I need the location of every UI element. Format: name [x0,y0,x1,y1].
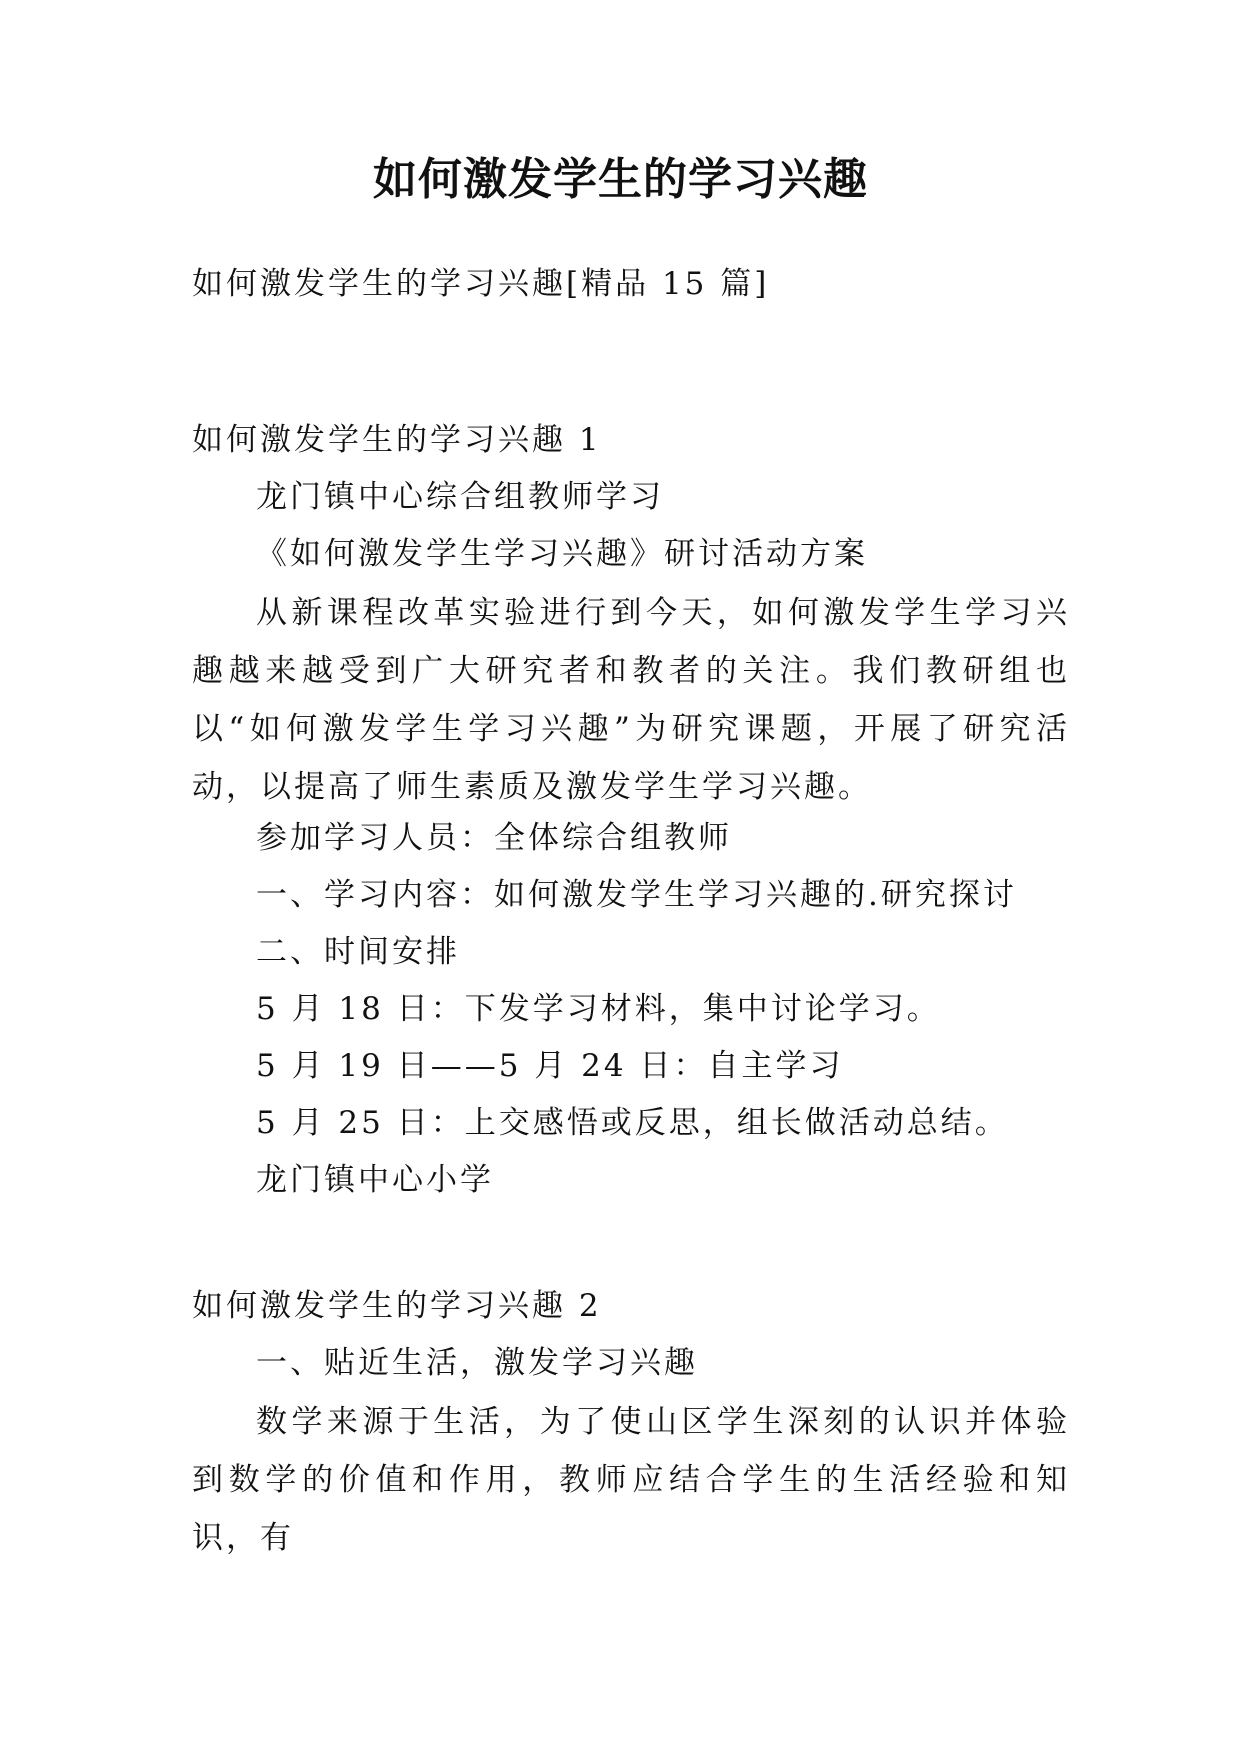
section1-schedule: 二、时间安排 [256,934,460,970]
section2-heading: 如何激发学生的学习兴趣 2 [192,1288,602,1324]
section2-paragraph: 数学来源于生活，为了使山区学生深刻的认识并体验到数学的价值和作用，教师应结合学生的生活经验和知识，有 [192,1404,1070,1556]
document-subtitle: 如何激发学生的学习兴趣[精品 15 篇] [192,266,770,302]
section1-line2: 《如何激发学生学习兴趣》研讨活动方案 [256,536,868,572]
section1-signature: 龙门镇中心小学 [256,1162,494,1198]
document-title: 如何激发学生的学习兴趣 [373,154,868,205]
section1-line1: 龙门镇中心综合组教师学习 [256,479,664,515]
section1-date1: 5 月 18 日：下发学习材料，集中讨论学习。 [256,991,941,1027]
section1-paragraph: 从新课程改革实验进行到今天，如何激发学生学习兴趣越来越受到广大研究者和教者的关注。我们教研组也以“如何激发学生学习兴趣”为研究课题，开展了研究活动，以提高了师生素质及激发学生学习兴趣。 [192,595,1070,805]
section1-date2: 5 月 19 日——5 月 24 日：自主学习 [256,1048,844,1084]
section1-content: 一、学习内容：如何激发学生学习兴趣的.研究探讨 [256,877,1017,913]
section1-participants: 参加学习人员：全体综合组教师 [256,820,732,856]
section1-date3: 5 月 25 日：上交感悟或反思，组长做活动总结。 [256,1105,1009,1141]
section2-line1: 一、贴近生活，激发学习兴趣 [256,1345,698,1381]
section1-heading: 如何激发学生的学习兴趣 1 [192,422,602,458]
